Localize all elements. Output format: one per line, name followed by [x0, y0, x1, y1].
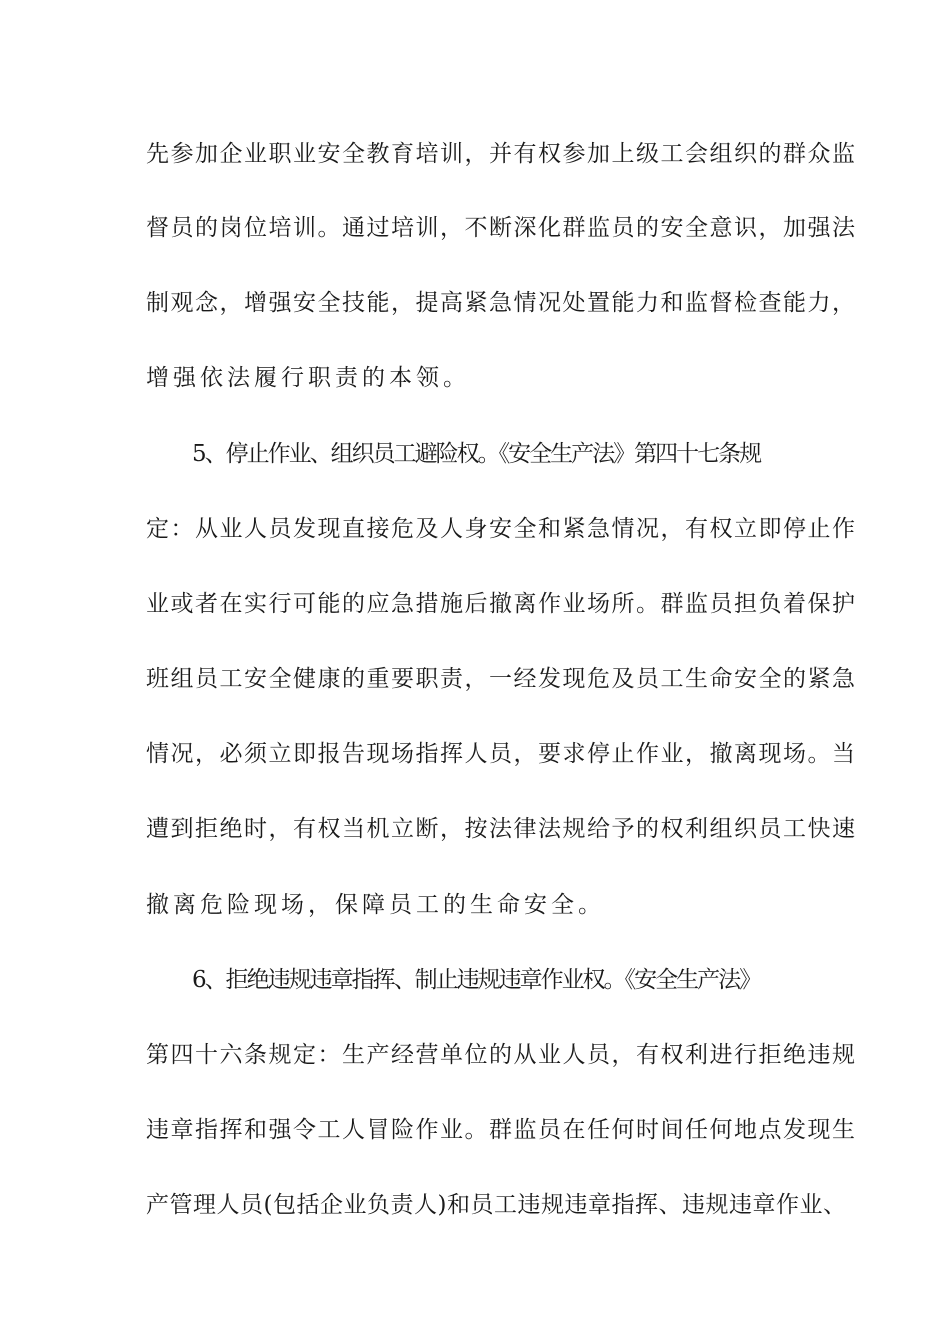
paragraph-heading-6: 6、拒绝违规违章指挥、制止违规违章作业权。《安全生产法》	[192, 967, 761, 993]
text-line: 业或者在实行可能的应急措施后撤离作业场所。群监员担负着保护	[146, 591, 857, 617]
text-line: 情况，必须立即报告现场指挥人员，要求停止作业，撤离现场。当	[146, 741, 857, 767]
text-line: 违章指挥和强令工人冒险作业。群监员在任何时间任何地点发现生	[146, 1117, 857, 1143]
text-line: 第四十六条规定：生产经营单位的从业人员，有权利进行拒绝违规	[146, 1042, 857, 1068]
text-line: 增强依法履行职责的本领。	[146, 365, 470, 391]
text-line: 督员的岗位培训。通过培训，不断深化群监员的安全意识，加强法	[146, 215, 857, 241]
text-line: 制观念，增强安全技能，提高紧急情况处置能力和监督检查能力，	[146, 290, 857, 316]
paragraph-heading-5: 5、停止作业、组织员工避险权。《安全生产法》第四十七条规	[192, 441, 761, 467]
text-line: 班组员工安全健康的重要职责，一经发现危及员工生命安全的紧急	[146, 666, 857, 692]
text-line: 遭到拒绝时，有权当机立断，按法律法规给予的权利组织员工快速	[146, 816, 857, 842]
text-line: 产管理人员(包括企业负责人)和员工违规违章指挥、违规违章作业、	[146, 1192, 847, 1218]
text-line: 定：从业人员发现直接危及人身安全和紧急情况，有权立即停止作	[146, 516, 857, 542]
text-line: 先参加企业职业安全教育培训，并有权参加上级工会组织的群众监	[146, 141, 857, 167]
text-line: 撤离危险现场，保障员工的生命安全。	[146, 892, 605, 918]
